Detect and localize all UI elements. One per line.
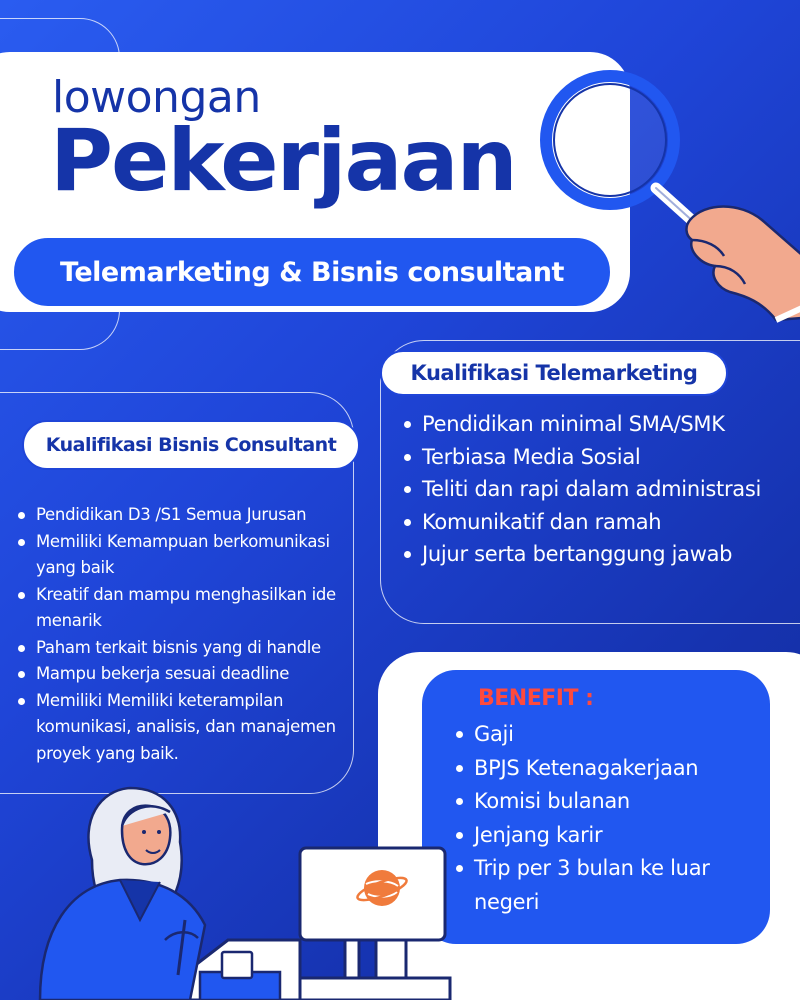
list-item: Jujur serta bertanggung jawab bbox=[400, 538, 790, 571]
list-item: Komunikatif dan ramah bbox=[400, 506, 790, 539]
telemarketing-heading-pill bbox=[380, 350, 728, 396]
list-item: Jenjang karir bbox=[452, 819, 752, 853]
list-item: Paham terkait bisnis yang di handle bbox=[14, 635, 344, 662]
title-small: lowongan bbox=[52, 72, 261, 123]
bisnis-list bbox=[14, 502, 344, 767]
subtitle-text: Telemarketing & Bisnis consultant bbox=[60, 256, 564, 288]
bisnis-heading: Kualifikasi Bisnis Consultant bbox=[45, 434, 337, 456]
list-item: Pendidikan D3 /S1 Semua Jurusan bbox=[14, 502, 344, 529]
title-big: Pekerjaan bbox=[50, 111, 516, 211]
list-item: BPJS Ketenagakerjaan bbox=[452, 752, 752, 786]
subtitle-pill bbox=[12, 236, 612, 308]
list-item: Mampu bekerja sesuai deadline bbox=[14, 661, 344, 688]
list-item: Gaji bbox=[452, 718, 752, 752]
benefit-list bbox=[452, 718, 752, 919]
list-item: Kreatif dan mampu menghasilkan ide menarik bbox=[14, 582, 344, 635]
benefit-label: BENEFIT : bbox=[478, 686, 594, 711]
list-item: Memiliki Memiliki keterampilan komunikasi, analisis, dan manajemen proyek yang baik. bbox=[14, 688, 344, 768]
list-item: Pendidikan minimal SMA/SMK bbox=[400, 408, 790, 441]
list-item: Komisi bulanan bbox=[452, 785, 752, 819]
list-item: Memiliki Kemampuan berkomunikasi yang baik bbox=[14, 529, 344, 582]
magnifier-icon bbox=[540, 70, 800, 330]
list-item: Teliti dan rapi dalam administrasi bbox=[400, 473, 790, 506]
list-item: Trip per 3 bulan ke luar negeri bbox=[452, 852, 752, 919]
woman-figure bbox=[40, 788, 205, 1000]
bisnis-heading-pill bbox=[22, 420, 360, 470]
list-item: Terbiasa Media Sosial bbox=[400, 441, 790, 474]
telemarketing-heading: Kualifikasi Telemarketing bbox=[410, 361, 698, 385]
telemarketing-list bbox=[400, 408, 790, 571]
hand-illustration bbox=[686, 207, 800, 321]
